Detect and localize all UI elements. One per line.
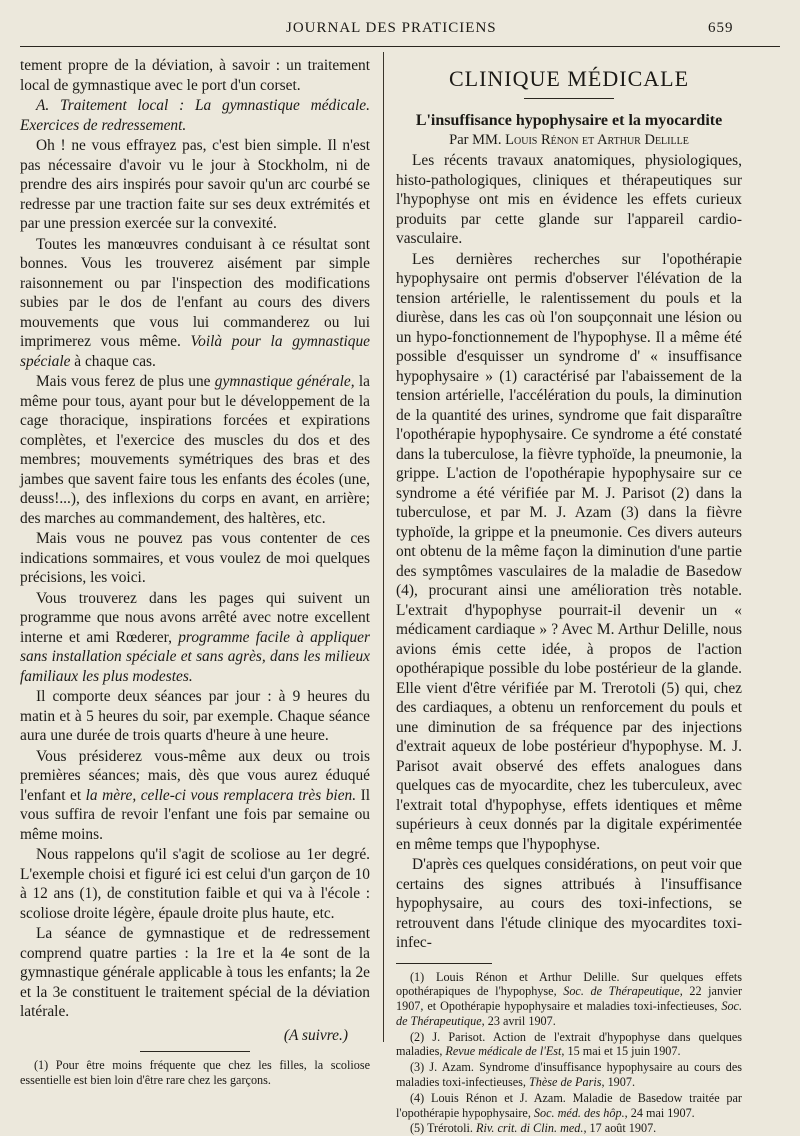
- paragraph: D'après ces quelques considérations, on peut voir que certains des signes attribués à l'insuffisance hypophysaire, au cours des toxi-infections, se retrouvent dans l'étude clinique des myocardites toxi-infec-: [396, 855, 742, 953]
- footnote: (3) J. Azam. Syndrome d'insuffisance hypophysaire au cours des maladies toxi-infectieuses, Thèse de Paris, 1907.: [396, 1060, 742, 1090]
- header-rule: [20, 46, 780, 47]
- footnote: (1) Louis Rénon et Arthur Delille. Sur quelques effets opothérapiques de l'hypophyse, Soc. de Thérapeutique, 22 janvier 1907, et Opothérapie hypophysaire et maladies toxi-infectieuses, Soc. de Thérapeutique, 23 avril 1907.: [396, 970, 742, 1029]
- paragraph: Les dernières recherches sur l'opothérapie hypophysaire ont permis d'observer l'élévation de la tension artérielle, le ralentissement du pouls et la diurèse, dans les cas où l'on soupçonnait une lésion ou un hypo-fonctionnement de l'hypophyse. Il a même été possible d'esquisser un syndrome d' « insuffisance hypophysaire » (1) caractérisé par l'abaissement de la tension artérielle, l'accélération du pouls, la diminution de la quantité des urines, syndrome que fait disparaître l'opothérapie hypophysaire. Ce syndrome a été constaté dans la tuberculose, la fièvre typhoïde, la pneumonie, la grippe. L'action de l'opothérapie hypophysaire sur ce syndrome a été vérifiée par M. J. Parisot (2) dans la tuberculose, et par M. J. Azam (3) dans la fièvre typhoïde, la grippe et la pneumonie. Ces divers auteurs ont obtenu de la même façon la diminution d'une partie des symptômes vasculaires de la maladie de Basedow (4), procurant ainsi une amélioration très notable. L'extrait d'hypophyse pourrait-il devenir un « médicament cardiaque » ? Avec M. Arthur Delille, nous avions émis cette idée, à propos de l'action opothérapique possible du lobe postérieur de la glande. Elle vient d'être vérifiée par M. Trerotoli (5) qui, chez des cardiaques, a obtenu un renforcement du pouls et une diminution de sa fréquence par des injections d'extrait aqueux de lobe postérieur d'hypophyse. M. J. Parisot avait observé des effets analogues dans quelques cas de myocardite, chez les tuberculeux, avec l'extrait total d'hypophyse, effets identiques et même supérieurs à ceux donnés par la digitale expérimentée en même temps que l'hypophyse.: [396, 250, 742, 855]
- paragraph: Vous présiderez vous-même aux deux ou trois premières séances; mais, dès que vous aurez éduqué l'enfant et la mère, celle-ci vous remplacera très bien. Il vous suffira de revoir l'enfant une fois par semaine ou même moins.: [20, 747, 370, 845]
- page-number: 659: [708, 20, 734, 37]
- footnote: (2) J. Parisot. Action de l'extrait d'hypophyse dans quelques maladies, Revue médicale de l'Est, 15 mai et 15 juin 1907.: [396, 1030, 742, 1060]
- left-column: [20, 56, 370, 1088]
- right-column: [396, 56, 742, 1136]
- article-title: L'insuffisance hypophysaire et la myocardite: [396, 111, 742, 131]
- section-heading: CLINIQUE MÉDICALE: [396, 66, 742, 92]
- section-rule: [524, 98, 614, 99]
- to-be-continued: (A suivre.): [20, 1026, 348, 1046]
- footnote: (5) Trérotoli. Riv. crit. di Clin. med., 17 août 1907.: [396, 1121, 742, 1136]
- column-separator: [383, 52, 384, 1042]
- paragraph: Les récents travaux anatomiques, physiologiques, histo-pathologiques, cliniques et thérapeutiques sur l'hypophyse ont mis en évidence les effets curieux produits par cette glande sur l'appareil cardio-vasculaire.: [396, 151, 742, 249]
- paragraph: Toutes les manœuvres conduisant à ce résultat sont bonnes. Vous les trouverez aisément par simple raisonnement ou par l'inspection des modifications subies par le dos de l'enfant au cours des divers mouvements que vous lui commanderez ou lui imprimerez vous même. Voilà pour la gymnastique spéciale à chaque cas.: [20, 235, 370, 372]
- footnote-rule: [140, 1051, 250, 1052]
- paragraph: Oh ! ne vous effrayez pas, c'est bien simple. Il n'est pas nécessaire d'avoir vu le jour à Stockholm, ni de prendre des airs inspirés pour savoir qu'un arc courbé se redresse par une traction faite sur ses deux extrémités et par une pression exercée sur la convexité.: [20, 136, 370, 234]
- paragraph: Vous trouverez dans les pages qui suivent un programme que nous avons arrêté avec notre excellent interne et ami Rœderer, programme facile à appliquer sans installation spéciale et sans agrès, dans les milieux familiaux les plus modestes.: [20, 589, 370, 687]
- paragraph: La séance de gymnastique et de redressement comprend quatre parties : la 1re et la 4e sont de la gymnastique générale applicable à tous les enfants; la 2e et la 3e constituent le traitement spécial de la déviation latérale.: [20, 924, 370, 1022]
- running-header: [0, 20, 800, 42]
- byline: Par MM. Louis Rénon et Arthur Delille: [396, 131, 742, 149]
- subsection-heading: A. Traitement local : La gymnastique médicale. Exercices de redressement.: [20, 96, 370, 135]
- footnotes: [396, 970, 742, 1136]
- footnotes: [20, 1058, 370, 1088]
- footnote: (1) Pour être moins fréquente que chez les filles, la scoliose essentielle est bien loin d'être rare chez les garçons.: [20, 1058, 370, 1088]
- footnote-rule: [396, 963, 492, 964]
- paragraph: tement propre de la déviation, à savoir : un traitement local de gymnastique avec le port d'un corset.: [20, 56, 370, 95]
- running-title: JOURNAL DES PRATICIENS: [286, 20, 497, 37]
- paragraph: Mais vous ne pouvez pas vous contenter de ces indications sommaires, et vous voulez de moi quelques précisions, les voici.: [20, 529, 370, 588]
- footnote: (4) Louis Rénon et J. Azam. Maladie de Basedow traitée par l'opothérapie hypophysaire, Soc. méd. des hôp., 24 mai 1907.: [396, 1091, 742, 1121]
- paragraph: Il comporte deux séances par jour : à 9 heures du matin et à 5 heures du soir, par exemple. Chaque séance aura une durée de trois quarts d'heure à une heure.: [20, 687, 370, 746]
- paragraph: Mais vous ferez de plus une gymnastique générale, la même pour tous, ayant pour but le développement de la cage thoracique, inspirations forcées et expirations complètes, et l'exercice des muscles du dos et des membres; mouvements symétriques des bras et des jambes que savent faire tous les enfants des écoles (une, deuss!...), des inflexions du corps en avant, en arrière; des marches au commandement, des haltères, etc.: [20, 372, 370, 528]
- paragraph: Nous rappelons qu'il s'agit de scoliose au 1er degré. L'exemple choisi et figuré ici est celui d'un garçon de 10 à 12 ans (1), de constitution faible et qui va à l'école : scoliose droite légère, épaule droite plus haute, etc.: [20, 845, 370, 923]
